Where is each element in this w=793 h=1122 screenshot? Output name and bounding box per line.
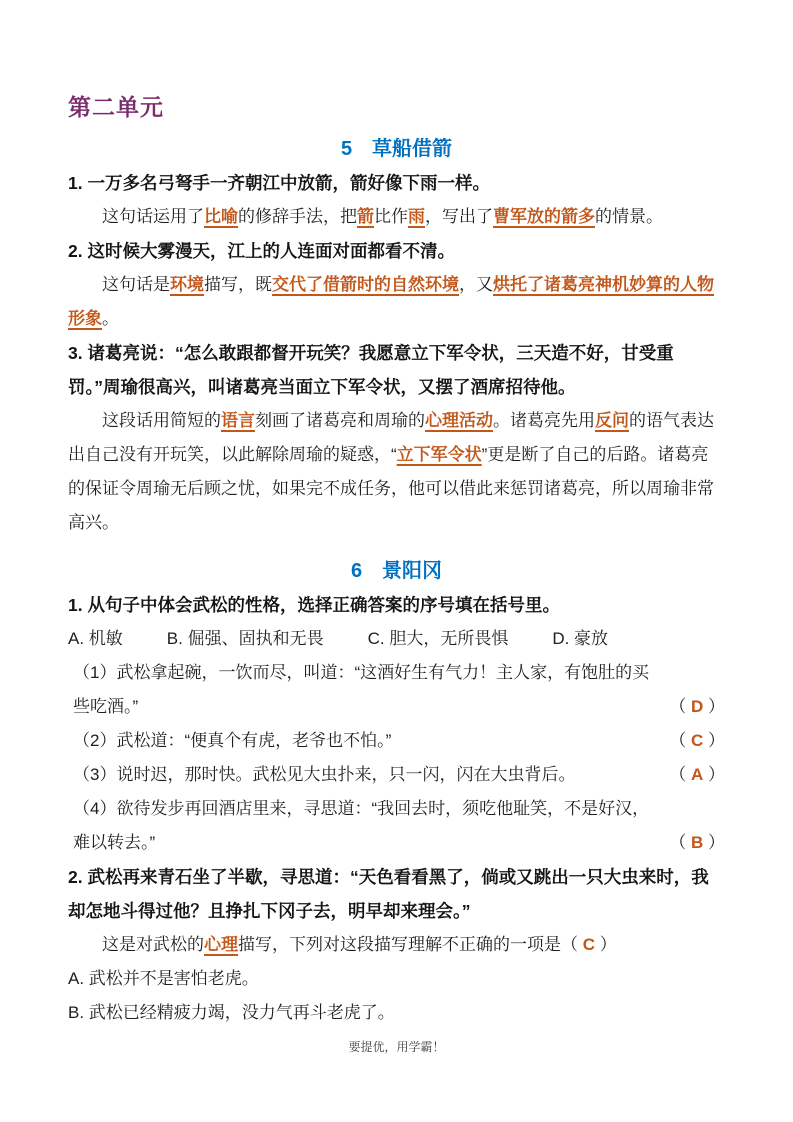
text-run: 这段话用简短的 bbox=[102, 411, 221, 430]
highlighted-term: 心理 bbox=[204, 935, 238, 954]
highlighted-term: 烘托了诸葛亮神机妙算的人物形象 bbox=[68, 275, 714, 328]
text-run: 比作 bbox=[374, 207, 408, 226]
question-paragraph: 2. 这时候大雾漫天，江上的人连面对面都看不清。 bbox=[68, 241, 455, 261]
question-paragraph: 2. 武松再来青石坐了半歇，寻思道：“天色看看黑了，倘或又跳出一只大虫来时，我却怎地斗得过他？且挣扎下冈子去，明早却来理会。” bbox=[68, 867, 709, 921]
answer-paragraph bbox=[68, 200, 725, 234]
highlighted-term: 立下军令状 bbox=[396, 445, 482, 464]
page-footer: 要提优，用学霸！ bbox=[348, 1040, 445, 1054]
answer-letter: A bbox=[690, 765, 704, 784]
choice-answer: （ A ） bbox=[669, 765, 725, 784]
text-run: ） bbox=[595, 935, 617, 954]
text-run: ，又 bbox=[459, 275, 493, 294]
option-item: C. 胆大，无所畏惧 bbox=[367, 629, 509, 648]
text-run: 描写，下列对这段描写理解不正确的一项是（ bbox=[238, 935, 583, 954]
choice-text: （2）武松道：“便真个有虎，老爷也不怕。” bbox=[73, 731, 392, 750]
text-run: 这句话是 bbox=[102, 275, 170, 294]
option-item: B. 倔强、固执和无畏 bbox=[166, 629, 324, 648]
text-run: 这句话运用了 bbox=[102, 207, 204, 226]
question-paragraph: 1. 从句子中体会武松的性格，选择正确答案的序号填在括号里。 bbox=[68, 595, 560, 615]
choice-paragraph bbox=[68, 724, 725, 758]
highlighted-term: 语言 bbox=[221, 411, 255, 430]
text-run: 的语气表达出自己没有开玩笑，以此解除周瑜的疑惑，“ bbox=[68, 411, 714, 464]
text-run: ”更是断了自己的后路。诸葛亮的保证令周瑜无后顾之忧，如果完不成任务，他可以借此来惩罚诸葛亮，所以周瑜非常高兴。 bbox=[68, 445, 714, 532]
answer-paragraph bbox=[68, 928, 725, 962]
answer-letter: D bbox=[690, 697, 704, 716]
text-run: 。 bbox=[102, 309, 119, 328]
option-analysis-line: B. 武松已经精疲力竭，没力气再斗老虎了。 bbox=[68, 1003, 395, 1022]
section-blocks bbox=[68, 166, 725, 540]
options-row bbox=[68, 622, 725, 656]
section-heading: 5 草船借箭 bbox=[340, 138, 453, 160]
section-blocks bbox=[68, 588, 725, 1030]
text-run: 的修辞手法，把 bbox=[238, 207, 357, 226]
highlighted-term: 交代了借箭时的自然环境 bbox=[272, 275, 459, 294]
answer-letter: C bbox=[690, 731, 704, 750]
choice-answer: （ C ） bbox=[669, 731, 725, 750]
text-run: 的情景。 bbox=[595, 207, 663, 226]
highlighted-term: 曹军放的箭多 bbox=[493, 207, 595, 226]
highlighted-term: 环境 bbox=[170, 275, 204, 294]
section-heading: 6 景阳冈 bbox=[350, 560, 443, 582]
text-run: ，写出了 bbox=[425, 207, 493, 226]
answer-letter: C bbox=[582, 935, 596, 954]
section-jingyanggang bbox=[68, 554, 725, 1030]
choice-text: （4）欲待发步再回酒店里来，寻思道：“我回去时，须吃他耻笑，不是好汉，难以转去。” bbox=[73, 799, 650, 852]
choice-text: （1）武松拿起碗，一饮而尽，叫道：“这酒好生有气力！主人家，有饱肚的买些吃酒。” bbox=[73, 663, 650, 716]
highlighted-term: 反问 bbox=[595, 411, 629, 430]
answer-paragraph bbox=[68, 404, 725, 540]
text-run: 。诸葛亮先用 bbox=[493, 411, 595, 430]
answer-letter: B bbox=[690, 833, 704, 852]
answer-paragraph bbox=[68, 268, 725, 336]
choice-text: （3）说时迟，那时快。武松见大虫扑来，只一闪，闪在大虫背后。 bbox=[73, 765, 576, 784]
question-paragraph: 3. 诸葛亮说：“怎么敢跟都督开玩笑？我愿意立下军令状，三天造不好，甘受重罚。”周瑜很高兴，叫诸葛亮当面立下军令状，又摆了酒席招待他。 bbox=[68, 343, 674, 397]
unit-title: 第二单元 bbox=[68, 94, 164, 120]
option-item: A. 机敏 bbox=[68, 629, 123, 648]
highlighted-term: 心理活动 bbox=[425, 411, 493, 430]
highlighted-term: 箭 bbox=[357, 207, 374, 226]
highlighted-term: 雨 bbox=[408, 207, 425, 226]
section-caochuanjiejian bbox=[68, 132, 725, 540]
highlighted-term: 比喻 bbox=[204, 207, 238, 226]
choice-paragraph bbox=[68, 758, 725, 792]
choice-answer: （ B ） bbox=[669, 833, 725, 852]
choice-answer: （ D ） bbox=[669, 697, 725, 716]
option-item: D. 豪放 bbox=[552, 629, 609, 648]
question-paragraph: 1. 一万多名弓弩手一齐朝江中放箭，箭好像下雨一样。 bbox=[68, 173, 490, 193]
choice-paragraph bbox=[68, 792, 725, 860]
option-analysis-line: A. 武松并不是害怕老虎。 bbox=[68, 969, 259, 988]
text-run: 刻画了诸葛亮和周瑜的 bbox=[255, 411, 425, 430]
text-run: 描写，既 bbox=[204, 275, 272, 294]
text-run: 这是对武松的 bbox=[102, 935, 204, 954]
choice-paragraph bbox=[68, 656, 725, 724]
